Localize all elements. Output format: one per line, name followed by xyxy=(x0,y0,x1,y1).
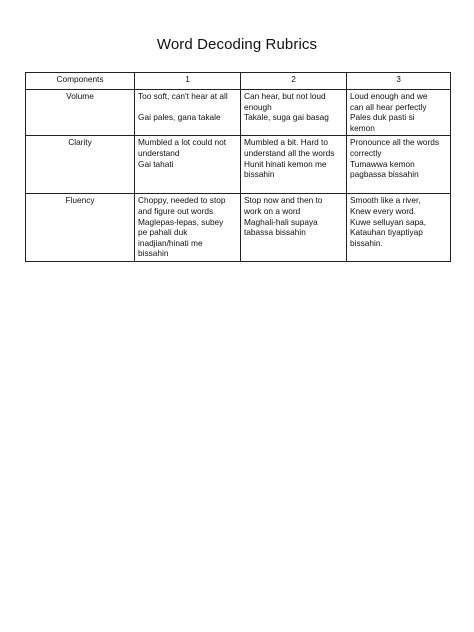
rubric-table xyxy=(25,72,451,262)
header-components: Components xyxy=(26,73,135,90)
cell-line: bissahin. xyxy=(350,237,383,248)
component-clarity: Clarity xyxy=(26,136,135,194)
cell-line: Mumbled a lot could not xyxy=(138,137,227,148)
table-row-volume xyxy=(26,90,451,136)
component-fluency: Fluency xyxy=(26,194,135,262)
header-level-1: 1 xyxy=(135,73,241,90)
cell-line: correctly xyxy=(350,147,382,158)
cell-line: pagbassa bissahin xyxy=(350,169,419,180)
header-row xyxy=(26,73,451,90)
cell-line: Loud enough and we xyxy=(350,91,428,101)
cell-line: Can hear, but not loud xyxy=(244,91,326,101)
header-level-2: 2 xyxy=(241,73,347,90)
cell-line: Smooth like a river, xyxy=(350,195,421,206)
cell-clarity-3 xyxy=(347,136,451,194)
cell-line: Gai pales, gana takale xyxy=(138,112,221,123)
cell-line: tabassa bissahin xyxy=(244,227,306,238)
header-level-3: 3 xyxy=(347,73,451,90)
cell-line: bissahin xyxy=(138,248,169,259)
cell-clarity-2 xyxy=(241,136,347,194)
cell-fluency-1 xyxy=(135,194,241,262)
cell-line: and figure out words xyxy=(138,205,214,216)
cell-fluency-2 xyxy=(241,194,347,262)
cell-line: can all hear perfectly xyxy=(350,101,427,112)
cell-line: Tumawwa kemon xyxy=(350,158,415,169)
cell-line: Choppy, needed to stop xyxy=(138,195,226,206)
cell-line: Hunit hinati kemon me xyxy=(244,158,327,169)
component-volume: Volume xyxy=(26,90,135,136)
cell-line: work on a word xyxy=(244,205,301,216)
cell-line: kemon xyxy=(350,122,375,133)
table-row-fluency xyxy=(26,194,451,262)
cell-line: inadjian/hinati me xyxy=(138,237,203,248)
cell-clarity-1 xyxy=(135,136,241,194)
cell-line: bissahin xyxy=(244,169,275,180)
cell-line: Maglepas-lepas, subey xyxy=(138,216,224,227)
cell-line: Pales duk pasti si xyxy=(350,112,415,123)
cell-fluency-3 xyxy=(347,194,451,262)
page-title: Word Decoding Rubrics xyxy=(156,36,318,53)
cell-line: Too soft, can't hear at all xyxy=(138,91,228,101)
cell-line: Kuwe selluyan sapa, xyxy=(350,216,427,227)
cell-line: Gai tahati xyxy=(138,158,174,169)
cell-line: enough xyxy=(244,101,272,112)
cell-volume-2 xyxy=(241,90,347,136)
cell-line: Takale, suga gai basag xyxy=(244,112,329,123)
cell-volume-3 xyxy=(347,90,451,136)
cell-line: understand all the words xyxy=(244,147,335,158)
cell-line: Mumbled a bit. Hard to xyxy=(244,137,328,148)
cell-line: pe pahali duk xyxy=(138,227,188,238)
cell-line: understand xyxy=(138,147,180,158)
cell-line: Knew every word. xyxy=(350,205,416,216)
cell-line: Maghali-hali supaya xyxy=(244,216,318,227)
table-row-clarity xyxy=(26,136,451,194)
cell-line: Pronounce all the words xyxy=(350,137,440,148)
cell-gap xyxy=(138,102,237,113)
cell-line: Katauhan tiyaptiyap xyxy=(350,227,423,238)
cell-line: Stop now and then to xyxy=(244,195,323,206)
cell-volume-1 xyxy=(135,90,241,136)
